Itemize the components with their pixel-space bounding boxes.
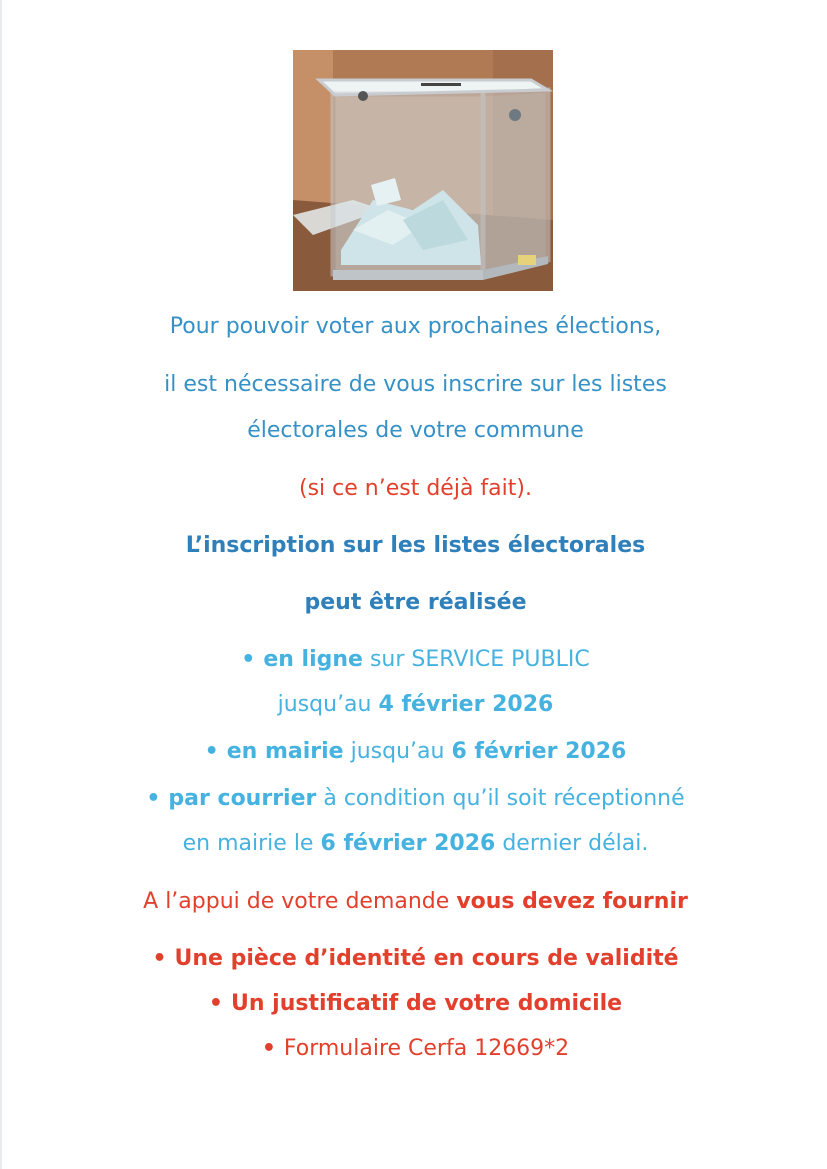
intro-line-2: il est nécessaire de vous inscrire sur les listes	[164, 372, 667, 397]
method-courrier-text2: en mairie le	[182, 831, 314, 856]
requirement-item	[2, 944, 827, 974]
requirement-item	[2, 989, 827, 1019]
method-mairie	[2, 737, 827, 767]
requirements-intro-text: A l’appui de votre demande	[143, 889, 450, 914]
bullet: •	[261, 1036, 276, 1061]
heading-line-1: L’inscription sur les listes électorales	[185, 533, 646, 558]
requirements-intro	[2, 887, 827, 917]
bullet: •	[204, 739, 219, 764]
method-online-text: sur SERVICE PUBLIC	[369, 647, 590, 672]
bullet: •	[146, 786, 161, 811]
ballot-box-photo	[293, 50, 553, 291]
bullet: •	[208, 991, 223, 1016]
method-mairie-date: 6 février 2026	[451, 739, 627, 764]
method-courrier-date: 6 février 2026	[320, 831, 496, 856]
method-courrier-deadline	[2, 829, 827, 859]
method-mairie-label: en mairie	[226, 739, 344, 764]
bullet: •	[152, 946, 167, 971]
method-online-until: jusqu’au	[277, 692, 372, 717]
requirements-intro-bold: vous devez fournir	[456, 889, 688, 914]
bullet: •	[241, 647, 256, 672]
method-courrier	[2, 784, 827, 814]
intro-note: (si ce n’est déjà fait).	[299, 476, 532, 501]
requirement-item-text: Formulaire Cerfa 12669*2	[283, 1036, 570, 1061]
method-online-label: en ligne	[263, 647, 363, 672]
intro-line-1: Pour pouvoir voter aux prochaines élections,	[169, 314, 662, 339]
method-online	[2, 645, 827, 675]
method-courrier-text: à condition qu’il soit réceptionné	[323, 786, 685, 811]
heading-line-2: peut être réalisée	[304, 590, 527, 615]
requirement-item-text: Une pièce d’identité en cours de validité	[174, 946, 679, 971]
requirement-item	[2, 1034, 827, 1064]
method-mairie-until: jusqu’au	[350, 739, 445, 764]
method-courrier-label: par courrier	[168, 786, 317, 811]
method-online-date: 4 février 2026	[378, 692, 554, 717]
intro-line-3: électorales de votre commune	[247, 418, 584, 443]
requirement-item-text: Un justificatif de votre domicile	[230, 991, 623, 1016]
method-online-deadline	[2, 690, 827, 720]
method-courrier-end: dernier délai.	[502, 831, 649, 856]
